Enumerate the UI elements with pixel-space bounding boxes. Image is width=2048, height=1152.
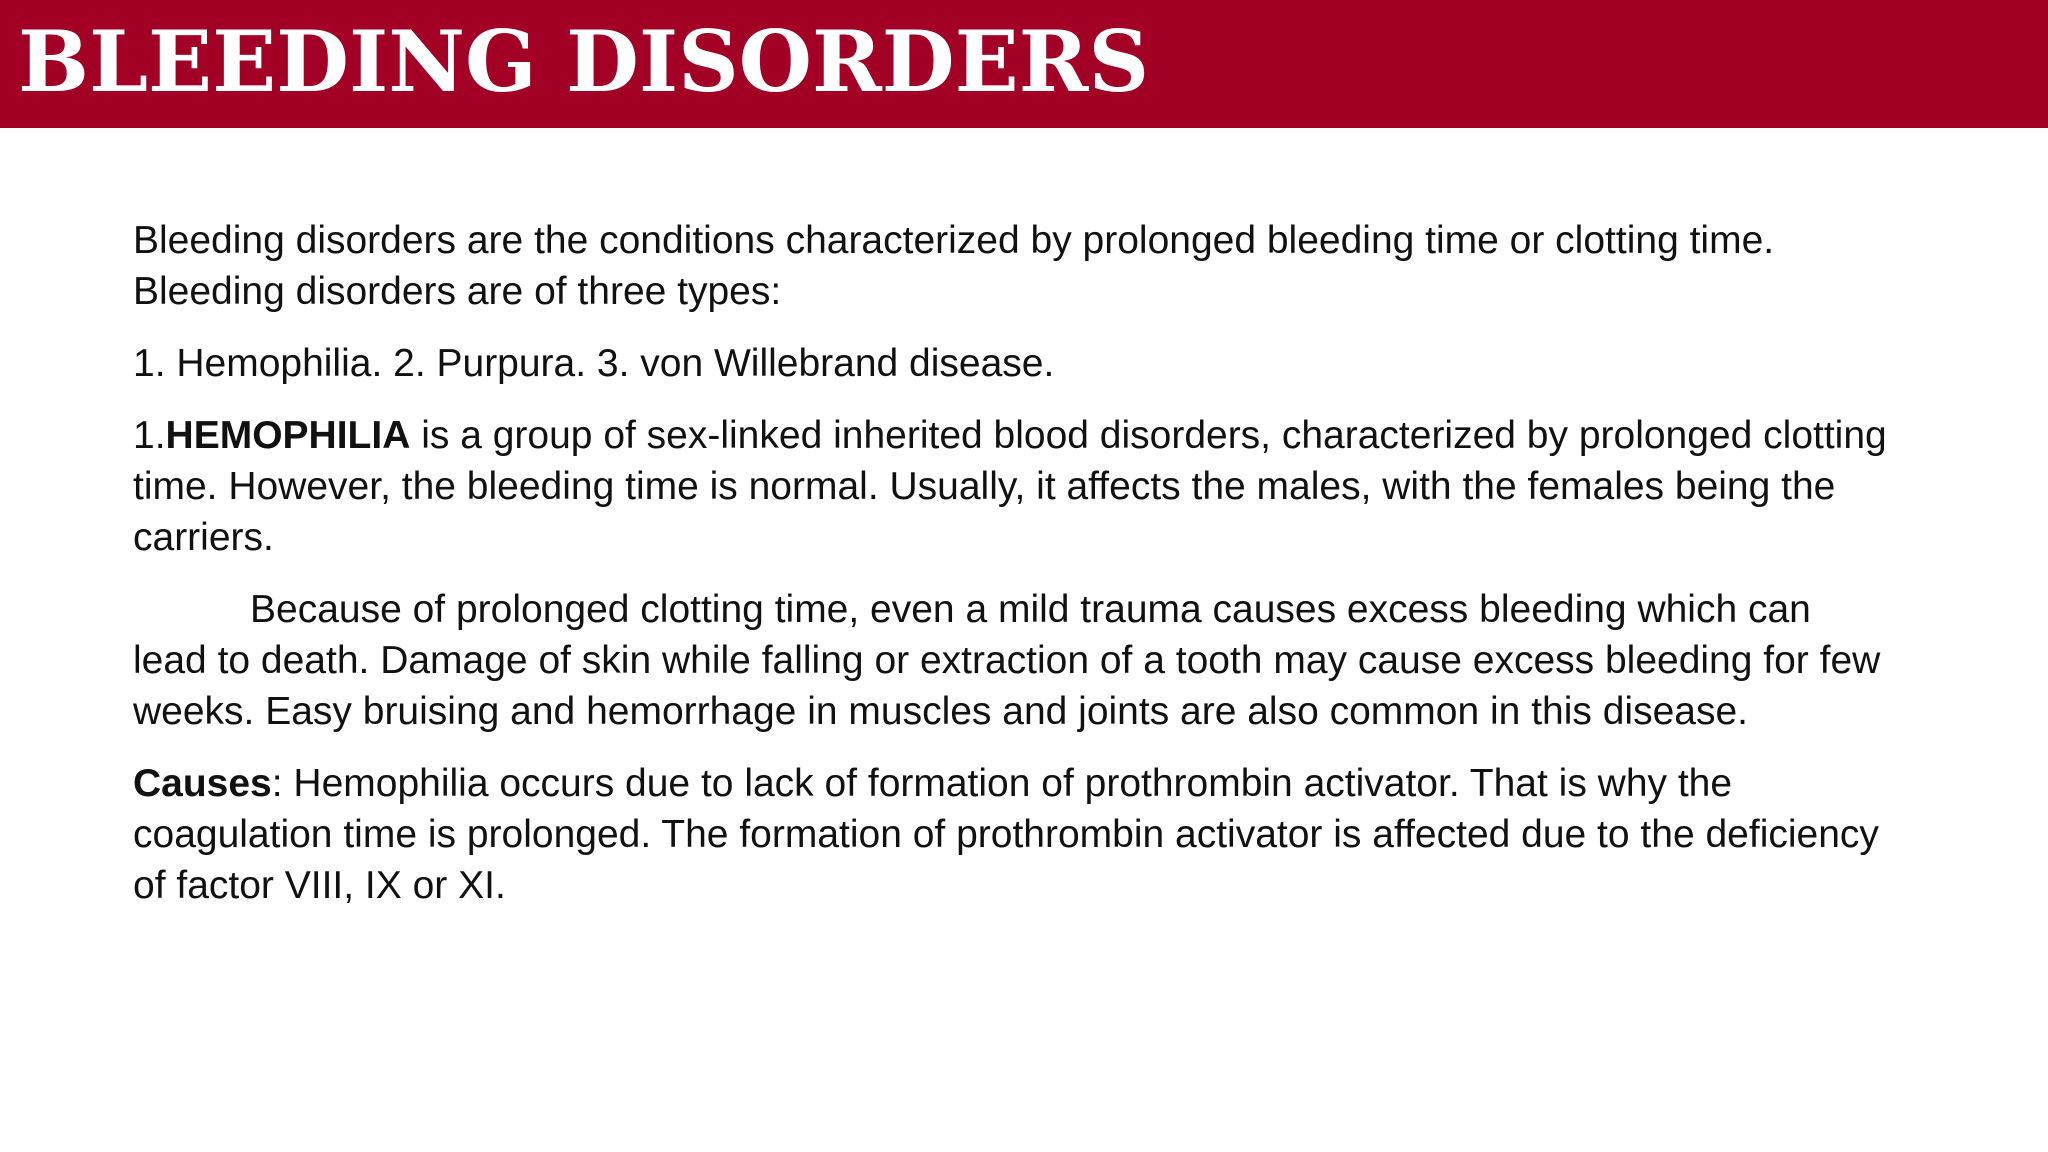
causes-text: : Hemophilia occurs due to lack of formation of prothrombin activator. That is why the coagulation time is prolonged. The formation of prothrombin activator is affected due to the deficiency of factor VIII, IX or XI. xyxy=(133,762,1879,907)
slide-body xyxy=(133,215,1893,932)
trauma-paragraph xyxy=(133,584,1893,737)
causes-paragraph xyxy=(133,758,1893,911)
hemophilia-paragraph xyxy=(133,410,1893,563)
trauma-text: Because of prolonged clotting time, even a mild trauma causes excess bleeding which can lead to death. Damage of skin while falling or extraction of a tooth may cause excess bleeding for few weeks. Easy bruising and hemorrhage in muscles and joints are also common in this disease. xyxy=(133,588,1881,733)
types-list: 1. Hemophilia. 2. Purpura. 3. von Willebrand disease. xyxy=(133,342,1055,385)
slide-title: BLEEDING DISORDERS xyxy=(18,12,1150,111)
title-bar xyxy=(0,0,2048,128)
hemophilia-number: 1. xyxy=(133,414,166,457)
hemophilia-term: HEMOPHILIA xyxy=(165,414,411,457)
intro-paragraph: Bleeding disorders are the conditions characterized by prolonged bleeding time or clotting time. Bleeding disorders are of three types: xyxy=(133,219,1775,313)
causes-label: Causes xyxy=(133,762,272,805)
hemophilia-text: is a group of sex-linked inherited blood disorders, characterized by prolonged clotting time. However, the bleeding time is normal. Usually, it affects the males, with the females being the carriers. xyxy=(133,414,1887,559)
